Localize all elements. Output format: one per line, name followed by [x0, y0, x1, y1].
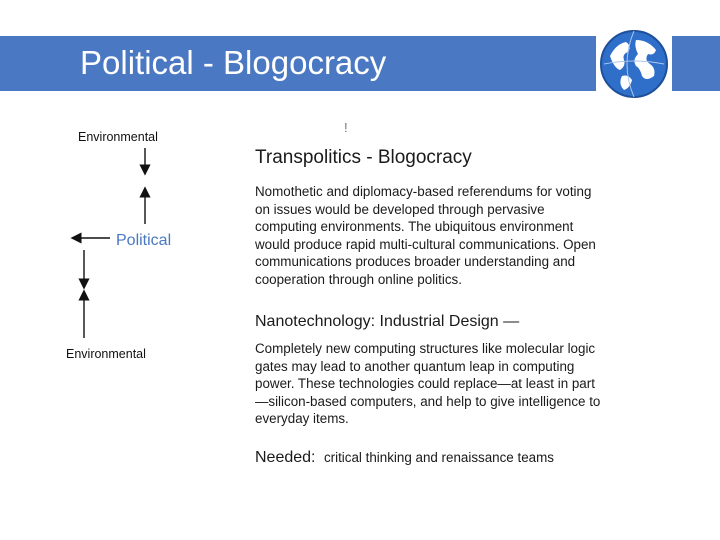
- nanotech-subheading: Nanotechnology: Industrial Design —: [255, 313, 520, 330]
- paragraph-line: Completely new computing structures like molecular logic: [255, 341, 596, 356]
- needed-value: critical thinking and renaissance teams: [323, 450, 554, 465]
- diagram-top-label: Environmental: [78, 130, 158, 144]
- paragraph-line: computing environments. The ubiquitous environment: [255, 219, 574, 234]
- diagram-bottom-label: Environmental: [66, 347, 146, 361]
- paragraph-blogocracy: [255, 183, 596, 288]
- paragraph-line: would produce rapid multi-cultural communications. Open: [255, 236, 596, 252]
- paragraph-nanotech: [255, 340, 600, 428]
- section-title: Transpolitics - Blogocracy: [255, 147, 472, 168]
- paragraph-line: power. These technologies could replace—at least in part: [255, 376, 595, 391]
- paragraph-line: everyday items.: [255, 411, 349, 426]
- paragraph-line: communications produces broader understanding and: [255, 254, 576, 269]
- paragraph-line: Nomothetic and diplomacy-based referendums for voting: [255, 184, 592, 199]
- small-mark: !: [344, 120, 348, 135]
- paragraph-line: —silicon-based computers, and help to give intelligence to: [255, 393, 601, 409]
- needed-label: Needed:: [255, 449, 316, 466]
- paragraph-line: gates may lead to another quantum leap in computing: [255, 358, 575, 374]
- needed-line: [255, 448, 554, 467]
- paragraph-line: cooperation through online politics.: [255, 271, 462, 287]
- paragraph-line: on issues would be developed through pervasive: [255, 201, 545, 217]
- slide-title: Political - Blogocracy: [80, 44, 387, 81]
- diagram-political-label: Political: [116, 232, 172, 249]
